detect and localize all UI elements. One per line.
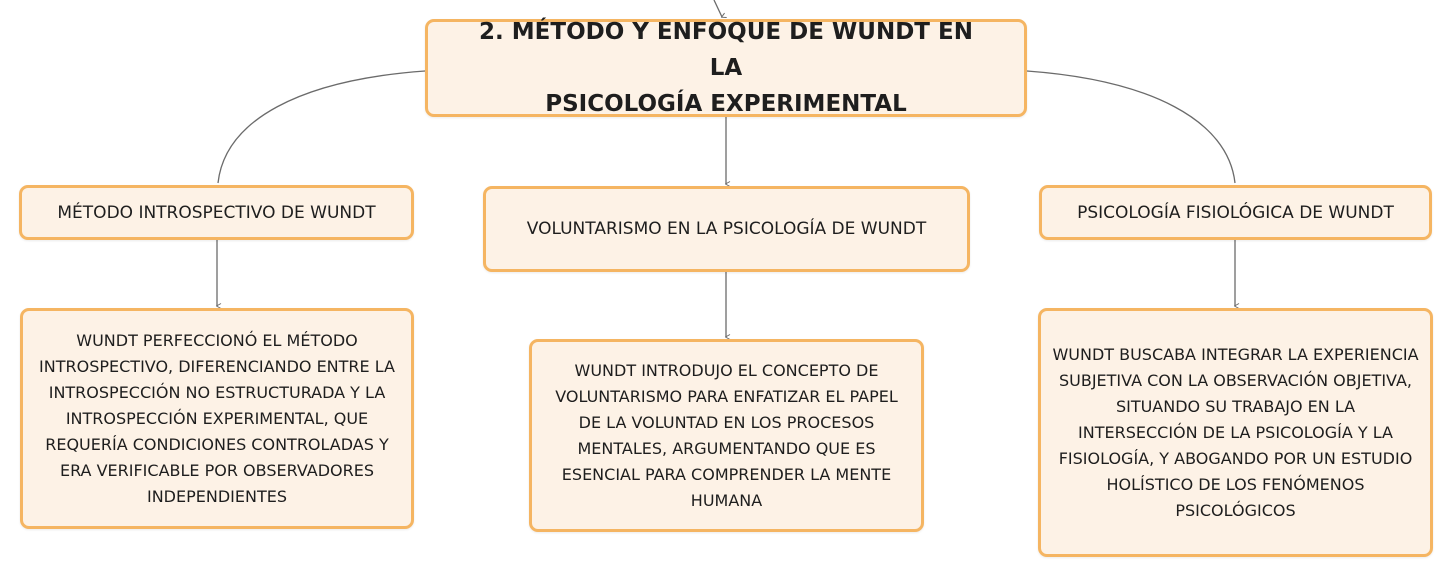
detail-line: VOLUNTARISMO PARA ENFATIZAR EL PAPEL [555, 386, 898, 406]
connector-root-to-physiological [1027, 71, 1235, 183]
root-topic-node[interactable] [425, 19, 1027, 117]
branch-node-physiological-psychology[interactable] [1039, 185, 1432, 240]
detail-line: ESENCIAL PARA COMPRENDER LA MENTE [561, 464, 892, 484]
detail-node-introspective-method[interactable] [20, 308, 414, 529]
detail-line: SUBJETIVA CON LA OBSERVACIÓN OBJETIVA, [1058, 370, 1412, 390]
branch-node-introspective-method[interactable] [19, 185, 414, 240]
detail-line: ERA VERIFICABLE POR OBSERVADORES [59, 460, 374, 480]
connector-root-to-introspective [218, 71, 425, 183]
root-topic-line-2: PSICOLOGÍA EXPERIMENTAL [545, 91, 907, 117]
detail-node-voluntarism[interactable] [529, 339, 924, 532]
detail-line: SITUANDO SU TRABAJO EN LA [1115, 396, 1356, 416]
detail-line: DE LA VOLUNTAD EN LOS PROCESOS [578, 412, 875, 432]
detail-line: INDEPENDIENTES [146, 486, 287, 506]
branch-title: MÉTODO INTROSPECTIVO DE WUNDT [57, 202, 376, 223]
detail-line: WUNDT INTRODUJO EL CONCEPTO DE [574, 360, 879, 380]
branch-title: PSICOLOGÍA FISIOLÓGICA DE WUNDT [1077, 202, 1394, 223]
detail-text [1052, 342, 1418, 524]
detail-node-physiological-psychology[interactable] [1038, 308, 1433, 557]
detail-line: INTROSPECTIVO, DIFERENCIANDO ENTRE LA [39, 356, 395, 376]
detail-line: INTERSECCIÓN DE LA PSICOLOGÍA Y LA [1078, 422, 1393, 442]
detail-line: FISIOLOGÍA, Y ABOGANDO POR UN ESTUDIO [1058, 448, 1413, 468]
root-topic-line-1: 2. MÉTODO Y ENFOQUE DE WUNDT EN LA [479, 19, 973, 81]
detail-line: INTROSPECCIÓN NO ESTRUCTURADA Y LA [48, 382, 386, 402]
detail-line: INTROSPECCIÓN EXPERIMENTAL, QUE [65, 408, 369, 428]
detail-line: WUNDT BUSCABA INTEGRAR LA EXPERIENCIA [1052, 344, 1419, 364]
branch-node-voluntarism[interactable] [483, 186, 970, 272]
detail-line: MENTALES, ARGUMENTANDO QUE ES [577, 438, 876, 458]
detail-text [555, 358, 898, 514]
detail-line: HUMANA [690, 490, 763, 510]
detail-line: WUNDT PERFECCIONÓ EL MÉTODO [76, 330, 358, 350]
detail-line: PSICOLÓGICOS [1175, 500, 1296, 520]
root-topic-text [468, 14, 984, 122]
branch-title: VOLUNTARISMO EN LA PSICOLOGÍA DE WUNDT [526, 219, 927, 239]
detail-line: HOLÍSTICO DE LOS FENÓMENOS [1106, 474, 1365, 494]
detail-line: REQUERÍA CONDICIONES CONTROLADAS Y [45, 434, 389, 454]
detail-text [39, 328, 395, 510]
